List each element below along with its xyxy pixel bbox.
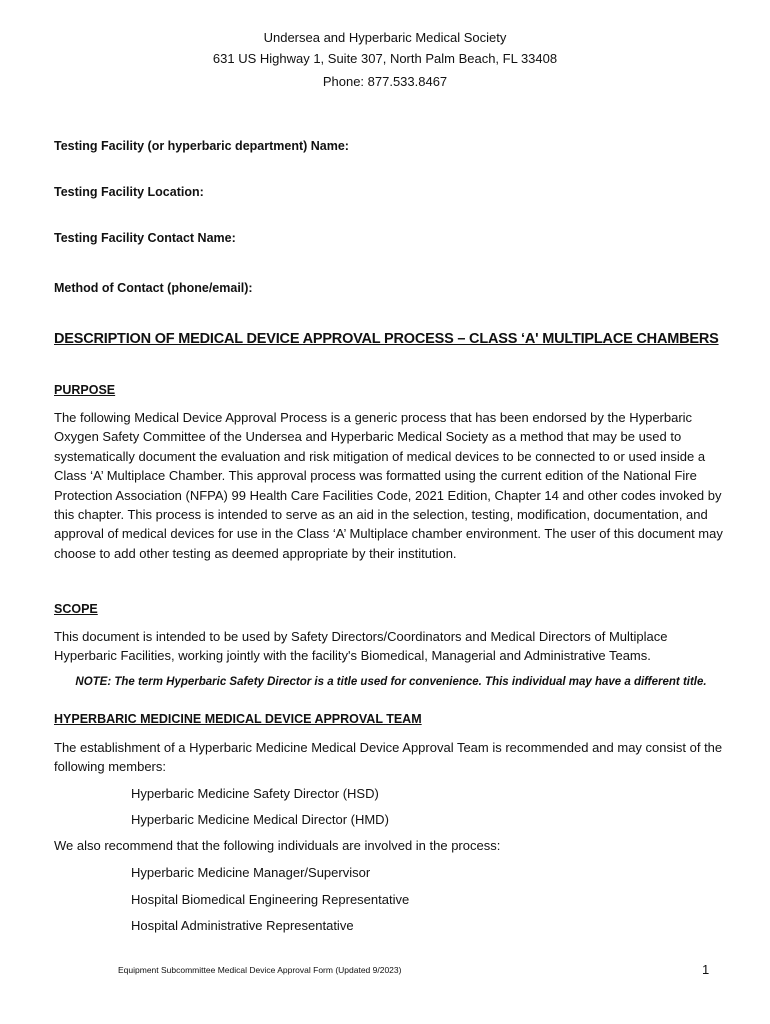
- document-title: DESCRIPTION OF MEDICAL DEVICE APPROVAL PROCESS – CLASS ‘A' MULTIPLACE CHAMBERS: [54, 331, 719, 347]
- team-other-member: Hospital Administrative Representative: [131, 918, 354, 933]
- team-also-text: We also recommend that the following individuals are involved in the process:: [54, 838, 501, 853]
- purpose-text: The following Medical Device Approval Process is a generic process that has been endorsed by the Hyperbaric Oxygen Safety Committee of the Undersea and Hyperbaric Medical Society as a method that may be used to systematically document the evaluation and risk mitigation of medical devices to be connected to or used inside a Class ‘A’ Multiplace Chamber. This approval process was formatted using the current edition of the National Fire Protection Association (NFPA) 99 Health Care Facilities Code, 2021 Edition, Chapter 14 and other codes invoked by this chapter. This process is intended to serve as an aid in the selection, testing, modification, documentation, and approval of medical devices for use in the Class ‘A’ Multiplace chamber environment. The user of this document may choose to add other testing as deemed appropriate by their institution.: [54, 410, 723, 561]
- team-member: Hyperbaric Medicine Safety Director (HSD): [131, 786, 379, 801]
- page-number: 1: [702, 962, 710, 977]
- facility-name-label: Testing Facility (or hyperbaric department) Name:: [54, 139, 349, 153]
- team-heading: HYPERBARIC MEDICINE MEDICAL DEVICE APPROVAL TEAM: [54, 712, 422, 726]
- scope-note: NOTE: The term Hyperbaric Safety Director is a title used for convenience. This individual may have a different title.: [75, 676, 707, 688]
- org-address: 631 US Highway 1, Suite 307, North Palm Beach, FL 33408: [212, 51, 558, 66]
- facility-location-label: Testing Facility Location:: [54, 185, 204, 199]
- scope-heading: SCOPE: [54, 602, 98, 616]
- org-name: Undersea and Hyperbaric Medical Society: [263, 30, 507, 45]
- footer-text: Equipment Subcommittee Medical Device Approval Form (Updated 9/2023): [118, 965, 402, 975]
- scope-text: This document is intended to be used by Safety Directors/Coordinators and Medical Directors of Multiplace Hyperbaric Facilities, working jointly with the facility's Biomedical, Managerial and Administrative Teams.: [54, 629, 668, 664]
- org-phone: Phone: 877.533.8467: [322, 74, 448, 89]
- contact-method-label: Method of Contact (phone/email):: [54, 281, 253, 295]
- facility-contact-label: Testing Facility Contact Name:: [54, 231, 236, 245]
- team-other-member: Hyperbaric Medicine Manager/Supervisor: [131, 865, 371, 880]
- purpose-heading: PURPOSE: [54, 383, 116, 397]
- team-intro: The establishment of a Hyperbaric Medicine Medical Device Approval Team is recommended and may consist of the following members:: [54, 740, 723, 775]
- team-other-member: Hospital Biomedical Engineering Representative: [131, 892, 410, 907]
- team-member: Hyperbaric Medicine Medical Director (HMD): [131, 812, 389, 827]
